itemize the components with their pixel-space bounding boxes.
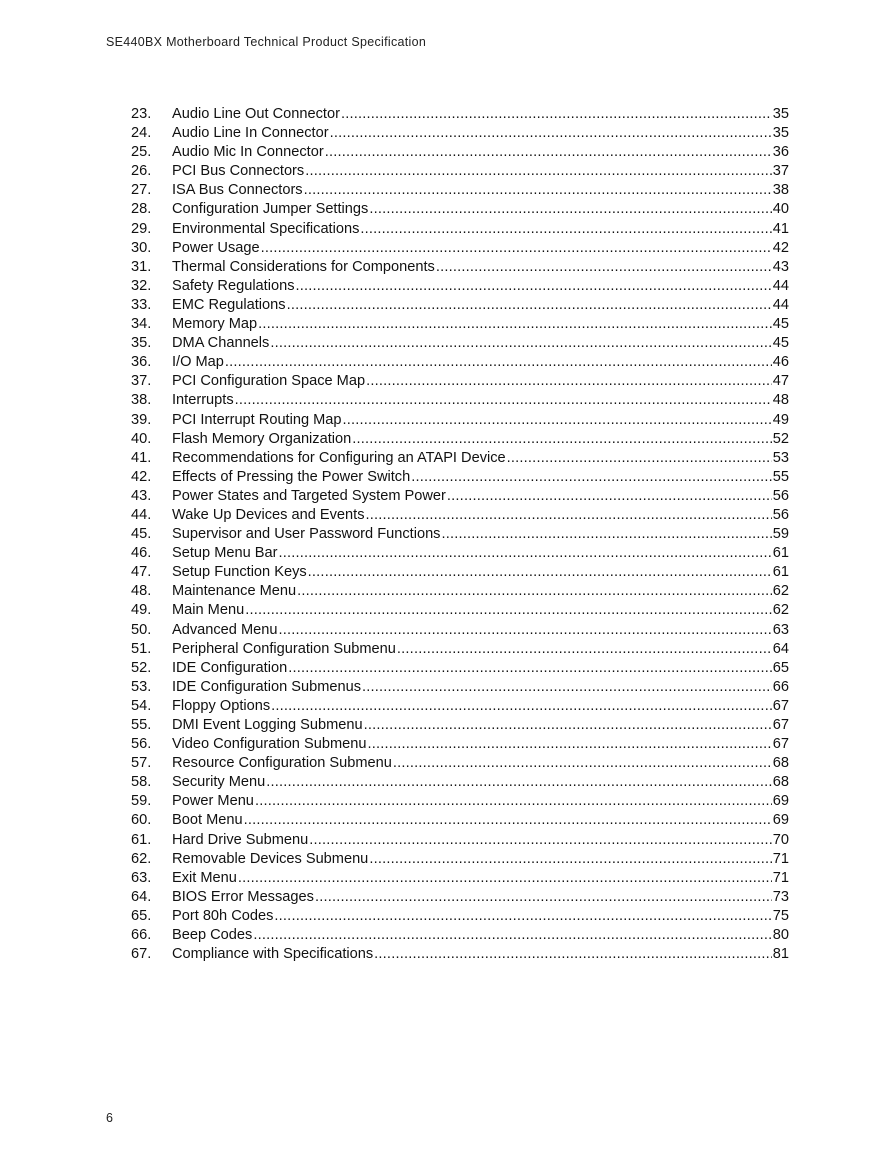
toc-entry-number: 59. [131, 793, 152, 810]
toc-entry-page: 73 [772, 888, 789, 905]
page-number: 6 [106, 1111, 113, 1125]
toc-entry[interactable] [131, 277, 789, 296]
toc-entry-number: 55. [131, 717, 152, 733]
toc-entry-title: Audio Mic In Connector [172, 144, 324, 161]
toc-entry-page: 80 [772, 927, 789, 944]
toc-entry-title: PCI Bus Connectors [172, 163, 305, 180]
toc-entry-number: 41. [131, 449, 152, 466]
toc-dot-leader [364, 716, 772, 735]
toc-dot-leader [278, 544, 771, 563]
toc-entry-title: Main Menu [172, 602, 245, 619]
toc-entry-title: Resource Configuration Submenu [172, 755, 392, 772]
toc-entry-page: 40 [772, 201, 789, 218]
toc-entry[interactable] [131, 754, 789, 773]
toc-entry-page: 48 [772, 392, 789, 409]
toc-entry-number: 29. [131, 220, 152, 237]
toc-entry-page: 67 [772, 717, 789, 733]
toc-entry-title: EMC Regulations [172, 296, 286, 313]
toc-entry-title: IDE Configuration [172, 659, 288, 676]
toc-entry-title: Power Usage [172, 239, 260, 256]
toc-dot-leader [288, 659, 772, 678]
toc-entry[interactable] [131, 926, 789, 945]
toc-entry-page: 47 [772, 373, 789, 390]
toc-dot-leader [369, 200, 771, 219]
toc-entry-title: IDE Configuration Submenus [172, 678, 362, 695]
toc-entry[interactable] [131, 372, 789, 391]
toc-entry-page: 67 [772, 736, 789, 753]
toc-entry-title: Interrupts [172, 392, 234, 409]
toc-dot-leader [278, 621, 771, 640]
toc-entry-page: 36 [772, 144, 789, 161]
toc-entry-title: Floppy Options [172, 697, 271, 714]
toc-dot-leader [266, 773, 771, 792]
toc-entry-number: 44. [131, 506, 152, 523]
toc-dot-leader [305, 162, 772, 181]
toc-entry[interactable] [131, 105, 789, 124]
toc-entry-number: 40. [131, 430, 152, 447]
toc-entry[interactable] [131, 143, 789, 162]
toc-dot-leader [341, 105, 772, 124]
toc-dot-leader [507, 449, 772, 468]
toc-entry[interactable] [131, 640, 789, 659]
toc-entry[interactable] [131, 239, 789, 258]
toc-entry[interactable] [131, 296, 789, 315]
toc-dot-leader [296, 277, 772, 296]
toc-dot-leader [360, 220, 771, 239]
toc-entry-page: 71 [772, 869, 789, 886]
toc-entry-number: 31. [131, 258, 152, 275]
toc-entry[interactable] [131, 353, 789, 372]
toc-dot-leader [343, 411, 772, 430]
toc-entry-number: 56. [131, 736, 152, 753]
toc-entry-title: Compliance with Specifications [172, 946, 374, 963]
toc-entry-number: 34. [131, 316, 152, 333]
toc-entry-title: Security Menu [172, 774, 266, 791]
toc-dot-leader [245, 601, 772, 620]
toc-entry-title: Thermal Considerations for Components [172, 258, 435, 275]
toc-entry-number: 60. [131, 812, 152, 829]
toc-entry-number: 58. [131, 774, 152, 791]
toc-entry[interactable] [131, 162, 789, 181]
toc-dot-leader [258, 315, 772, 334]
toc-entry-page: 66 [772, 678, 789, 695]
toc-entry[interactable] [131, 697, 789, 716]
toc-entry-page: 43 [772, 258, 789, 275]
toc-dot-leader [235, 391, 772, 410]
toc-entry-number: 45. [131, 526, 152, 543]
toc-dot-leader [393, 754, 772, 773]
toc-entry-title: Setup Function Keys [172, 564, 307, 581]
toc-dot-leader [397, 640, 772, 659]
toc-entry[interactable] [131, 945, 789, 964]
toc-entry-number: 27. [131, 182, 152, 199]
toc-entry-number: 66. [131, 927, 152, 944]
toc-dot-leader [253, 926, 771, 945]
toc-entry-page: 65 [772, 659, 789, 676]
toc-entry-page: 59 [772, 526, 789, 543]
toc-entry-title: Recommendations for Configuring an ATAPI Device [172, 449, 506, 466]
toc-entry[interactable] [131, 792, 789, 811]
toc-entry-title: ISA Bus Connectors [172, 182, 303, 199]
toc-entry[interactable] [131, 487, 789, 506]
toc-entry-number: 37. [131, 373, 152, 390]
toc-entry-page: 53 [772, 449, 789, 466]
toc-entry-page: 35 [772, 106, 789, 122]
toc-entry-page: 45 [772, 316, 789, 333]
toc-entry-page: 46 [772, 354, 789, 371]
toc-entry[interactable] [131, 716, 789, 735]
toc-entry-number: 24. [131, 125, 152, 142]
toc-entry-page: 62 [772, 583, 789, 600]
toc-entry-number: 54. [131, 697, 152, 714]
toc-entry-page: 38 [772, 182, 789, 199]
toc-dot-leader [308, 563, 772, 582]
toc-dot-leader [367, 735, 771, 754]
toc-entry-page: 67 [772, 697, 789, 714]
toc-entry-page: 37 [772, 163, 789, 180]
toc-entry-page: 64 [772, 640, 789, 657]
toc-entry-title: DMI Event Logging Submenu [172, 717, 363, 733]
toc-entry-title: Removable Devices Submenu [172, 850, 369, 867]
toc-entry-title: Supervisor and User Password Functions [172, 526, 441, 543]
toc-entry-number: 67. [131, 946, 152, 963]
toc-entry-number: 28. [131, 201, 152, 218]
toc-dot-leader [271, 697, 772, 716]
toc-entry[interactable] [131, 544, 789, 563]
toc-entry[interactable] [131, 888, 789, 907]
toc-dot-leader [330, 124, 772, 143]
toc-dot-leader [309, 831, 771, 850]
toc-entry-number: 64. [131, 888, 152, 905]
toc-entry[interactable] [131, 811, 789, 830]
toc-entry-page: 52 [772, 430, 789, 447]
toc-entry-page: 63 [772, 621, 789, 638]
toc-entry-number: 30. [131, 239, 152, 256]
toc-entry-title: Beep Codes [172, 927, 253, 944]
toc-dot-leader [315, 888, 772, 907]
toc-dot-leader [244, 811, 772, 830]
toc-entry[interactable] [131, 773, 789, 792]
toc-entry-number: 33. [131, 296, 152, 313]
toc-entry[interactable] [131, 659, 789, 678]
toc-entry[interactable] [131, 391, 789, 410]
toc-entry-title: PCI Configuration Space Map [172, 373, 366, 390]
toc-entry-number: 36. [131, 354, 152, 371]
toc-entry-page: 56 [772, 506, 789, 523]
toc-entry-number: 52. [131, 659, 152, 676]
toc-entry-title: Wake Up Devices and Events [172, 506, 365, 523]
toc-entry-number: 65. [131, 907, 152, 924]
toc-entry-title: Audio Line In Connector [172, 125, 329, 142]
toc-entry-number: 35. [131, 335, 152, 352]
toc-dot-leader [441, 525, 771, 544]
toc-entry-title: Port 80h Codes [172, 907, 274, 924]
toc-entry-title: Memory Map [172, 316, 258, 333]
toc-entry-number: 39. [131, 411, 152, 428]
toc-entry[interactable] [131, 506, 789, 525]
toc-entry-title: Exit Menu [172, 869, 237, 886]
toc-entry-number: 43. [131, 487, 152, 504]
toc-entry-page: 68 [772, 774, 789, 791]
toc-entry-title: Effects of Pressing the Power Switch [172, 468, 411, 485]
toc-entry-title: Advanced Menu [172, 621, 278, 638]
toc-entry[interactable] [131, 315, 789, 334]
toc-dot-leader [352, 430, 772, 449]
toc-entry-title: PCI Interrupt Routing Map [172, 411, 342, 428]
toc-entry[interactable] [131, 621, 789, 640]
toc-entry-number: 42. [131, 468, 152, 485]
toc-entry-title: Setup Menu Bar [172, 545, 278, 562]
toc-entry-page: 61 [772, 564, 789, 581]
toc-entry-title: Hard Drive Submenu [172, 831, 309, 848]
toc-entry[interactable] [131, 200, 789, 219]
toc-entry-title: DMA Channels [172, 335, 270, 352]
toc-entry[interactable] [131, 181, 789, 200]
toc-entry-title: Peripheral Configuration Submenu [172, 640, 396, 657]
toc-entry[interactable] [131, 850, 789, 869]
toc-entry-page: 55 [772, 468, 789, 485]
toc-dot-leader [238, 869, 772, 888]
toc-dot-leader [255, 792, 772, 811]
toc-entry-title: I/O Map [172, 354, 224, 371]
toc-entry-title: Environmental Specifications [172, 220, 360, 237]
toc-entry-title: Power Menu [172, 793, 254, 810]
toc-entry-title: Boot Menu [172, 812, 243, 829]
toc-entry-page: 44 [772, 277, 789, 294]
toc-dot-leader [411, 468, 772, 487]
toc-entry-page: 68 [772, 755, 789, 772]
toc-dot-leader [304, 181, 772, 200]
toc-dot-leader [225, 353, 772, 372]
toc-entry-page: 41 [772, 220, 789, 237]
toc-dot-leader [369, 850, 771, 869]
toc-entry-number: 38. [131, 392, 152, 409]
toc-entry[interactable] [131, 411, 789, 430]
toc-entry[interactable] [131, 831, 789, 850]
toc-entry-page: 35 [772, 125, 789, 142]
toc-entry-page: 45 [772, 335, 789, 352]
page-header-title: SE440BX Motherboard Technical Product Specification [106, 35, 427, 49]
toc-entry[interactable] [131, 124, 789, 143]
toc-entry-number: 47. [131, 564, 152, 581]
toc-entry-number: 51. [131, 640, 152, 657]
toc-dot-leader [325, 143, 772, 162]
toc-entry[interactable] [131, 258, 789, 277]
toc-entry-page: 44 [772, 296, 789, 313]
toc-entry-number: 61. [131, 831, 152, 848]
toc-entry-title: Configuration Jumper Settings [172, 201, 369, 218]
toc-entry-page: 81 [772, 946, 789, 963]
toc-entry-page: 49 [772, 411, 789, 428]
toc-dot-leader [447, 487, 772, 506]
toc-entry-title: Maintenance Menu [172, 583, 297, 600]
toc-entry-number: 26. [131, 163, 152, 180]
toc-entry[interactable] [131, 525, 789, 544]
toc-entry-title: BIOS Error Messages [172, 888, 314, 905]
toc-entry[interactable] [131, 678, 789, 697]
toc-entry-title: Safety Regulations [172, 277, 295, 294]
toc-entry-page: 62 [772, 602, 789, 619]
toc-entry-title: Video Configuration Submenu [172, 736, 367, 753]
toc-entry-number: 57. [131, 755, 152, 772]
toc-entry-page: 70 [772, 831, 789, 848]
toc-entry[interactable] [131, 735, 789, 754]
toc-entry-page: 56 [772, 487, 789, 504]
toc-entry-number: 46. [131, 545, 152, 562]
toc-entry-number: 23. [131, 106, 152, 122]
toc-entry-title: Flash Memory Organization [172, 430, 352, 447]
toc-entry[interactable] [131, 468, 789, 487]
toc-dot-leader [366, 506, 772, 525]
toc-entry-page: 61 [772, 545, 789, 562]
toc-dot-leader [270, 334, 771, 353]
toc-entry[interactable] [131, 334, 789, 353]
toc-entry-page: 71 [772, 850, 789, 867]
toc-entry-page: 42 [772, 239, 789, 256]
toc-entry-number: 48. [131, 583, 152, 600]
toc-entry-page: 69 [772, 812, 789, 829]
toc-entry[interactable] [131, 601, 789, 620]
toc-entry[interactable] [131, 869, 789, 888]
toc-entry-number: 53. [131, 678, 152, 695]
toc-entry-number: 49. [131, 602, 152, 619]
toc-entry-page: 69 [772, 793, 789, 810]
toc-entry[interactable] [131, 449, 789, 468]
toc-dot-leader [362, 678, 772, 697]
toc-dot-leader [274, 907, 771, 926]
toc-dot-leader [287, 296, 772, 315]
toc-entry[interactable] [131, 220, 789, 239]
table-of-contents-list [131, 105, 789, 964]
toc-dot-leader [261, 239, 772, 258]
toc-entry-number: 63. [131, 869, 152, 886]
toc-dot-leader [366, 372, 772, 391]
toc-entry[interactable] [131, 563, 789, 582]
toc-entry-title: Audio Line Out Connector [172, 106, 340, 122]
toc-entry-number: 50. [131, 621, 152, 638]
toc-entry-number: 32. [131, 277, 152, 294]
toc-dot-leader [297, 582, 772, 601]
toc-entry[interactable] [131, 430, 789, 449]
toc-entry[interactable] [131, 582, 789, 601]
toc-dot-leader [374, 945, 772, 964]
toc-entry[interactable] [131, 907, 789, 926]
toc-entry-title: Power States and Targeted System Power [172, 487, 446, 504]
toc-entry-page: 75 [772, 907, 789, 924]
toc-entry-number: 25. [131, 144, 152, 161]
toc-dot-leader [436, 258, 772, 277]
toc-entry-number: 62. [131, 850, 152, 867]
